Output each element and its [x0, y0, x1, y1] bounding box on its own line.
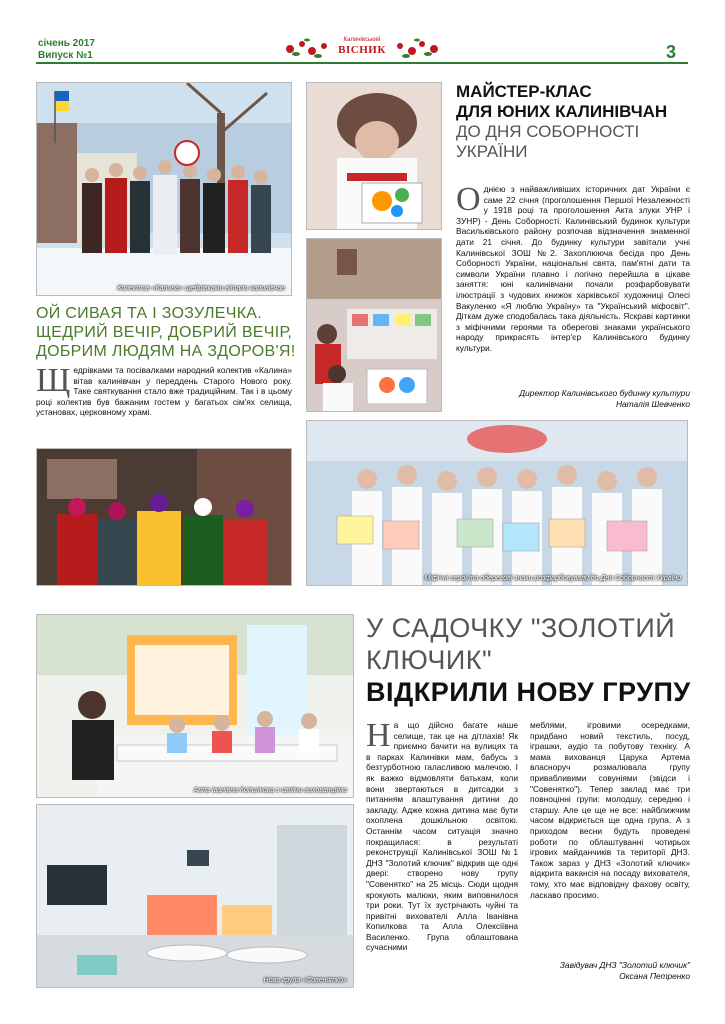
masthead	[282, 36, 442, 62]
masthead-small: Калинівський	[343, 37, 381, 43]
masthead-title	[335, 36, 389, 57]
kids-at-table-image	[307, 239, 442, 412]
article-text: днією з найважливіших історичних дат України є саме 22 січня (проголошення Першої Незалежності у 1918 році та проголошення Акта злуки УНР і ЗУНР) - День Соборності. Калинівський будинок культури Васильківського району розпочав відзначення знаменної дати 21 січня. До будинку культури завітали учні Калинівської ЗОШ №2. Захоплююча бесіда про День Соборності України, національні свята, пам'ятні дати та символи України плавно і логічно перейшла в цікаве заняття: юні калинівчани почали розфарбовувати ілюстрації з чудових книжок харківської художниці Олесі Вакуленко «Я люблю Україну» та "Український міфосвіт". Діткам дуже сподобалась така діяльність. Яскраві картинки з міфічними героями та оберегові знаками українського народу прикрасять інтер'єр Калинівського будинку культури.	[456, 184, 690, 353]
signature-name: Оксана Петренко	[619, 970, 690, 981]
page-number: 3	[666, 42, 677, 62]
photo-caption: Колектив «Калина» щедрівками вітали калинівчан	[117, 285, 285, 292]
photo-girl-coloring	[306, 82, 442, 230]
dropcap: О	[456, 181, 481, 218]
photo-carolers-indoor	[36, 448, 292, 586]
title-grey: КЛЮЧИК"	[366, 645, 493, 675]
heading-line: ЩЕДРИЙ ВЕЧІР, ДОБРИЙ ВЕЧІР,	[36, 324, 293, 341]
indoor-group-image	[37, 449, 292, 586]
dropcap: Щ	[36, 362, 71, 399]
photo-teacher-children	[36, 614, 354, 798]
dropcap: Н	[366, 717, 391, 754]
article2-body	[456, 181, 690, 354]
title-bold: ВІДКРИЛИ НОВУ ГРУПУ	[366, 677, 691, 707]
photo-new-group	[36, 804, 354, 988]
heading-line: ДОБРИМ ЛЮДЯМ НА ЗДОРОВ'Я!	[36, 343, 296, 360]
header-date-issue	[38, 38, 95, 62]
header-date: січень 2017	[38, 38, 95, 49]
signature-name: Наталія Шевченко	[615, 398, 690, 409]
header-rule	[36, 62, 688, 64]
article3-col2	[530, 720, 690, 900]
header-issue: Випуск №1	[38, 50, 93, 61]
title-grey: ДО ДНЯ СОБОРНОСТІ	[456, 122, 640, 141]
new-classroom-image	[37, 805, 354, 988]
photo-caption: Алла Іванівна Копилкова з своїми вихованцями	[193, 787, 347, 794]
article-text: едрівками та посівалками народний колектив «Калина» вітав калинівчан у переддень Старого Нового року. Таке святкування стало вже традиційним. Так і в цьому році колектив був бажаним гостем у багатьох сім'ях селища, установах, церковному храмі.	[36, 365, 292, 418]
article1-body	[36, 362, 292, 418]
photo-carolers-outdoor	[36, 82, 292, 296]
article2-signature	[456, 388, 690, 409]
title-bold: ДЛЯ ЮНИХ КАЛИНІВЧАН	[456, 102, 668, 121]
article-text: а що дійсно багате наше селище, так це на дітлахів! Як приємно бачити на вулицях та в парках Калинівки мам, бабусь з безтурботною галасливою малечою. І як важко відмовляти батькам, коли вони звертаються в дитсадки з питанням влаштування дитини до закладу. Адже кожна дитина має бути охоплена дошкільною освітою. Останнім часом ситуація значно покращилася: в результаті реконструкції Калинівської ЗОШ №1 ДНЗ "Золотий ключик" відкрив ще одні двері: створено нову групу "Совенятко" на 25 місць. Сюди щодня крокують малюки, яким виповнилося три роки. Тут їх зустрічають чуйні та привітні вихователі Алла Іванівна Копилкова та Алла Олексіївна Василенко. Група облаштована сучасними	[366, 720, 518, 953]
photo-kids-table	[306, 238, 442, 412]
article2-title	[456, 82, 692, 162]
article-text: меблями, ігровими осередками, придбано новий текстиль, посуд, іграшки, аудіо та побутову техніку. А мама вихованця Царука Артема власноруч розмалювала групу привабливими совуніями (звідси і "Совенятко"). Тепер заклад має три повноцінні групи: молодшу, середню і старшу. Але це ще не все: найближчим часом відкриється ще одна група. А з приходом весни будуть проведені роботи по облаштуванні чотирьох ігрових майданчиків та території ДНЗ. Також зараз у ДНЗ «Золотий ключик» відкрита вакансія на посаду вихователя, тому, хто має відповідну фахову освіту, ласкаво просимо.	[530, 720, 690, 900]
signature-role: Завідувач ДНЗ "Золотий ключик"	[559, 960, 690, 970]
girl-coloring-image	[307, 83, 442, 230]
classroom-children-image	[37, 615, 354, 798]
photo-girls-drawings	[306, 420, 688, 586]
title-bold: МАЙСТЕР-КЛАС	[456, 82, 592, 101]
article3-title	[366, 612, 691, 708]
heading-line: ОЙ СИВАЯ ТА І ЗОЗУЛЕЧКА.	[36, 305, 263, 322]
photo-caption: Міфічні герої та обереговї знаки розфарбовували до Дня Соборності України	[424, 575, 681, 582]
winter-scene-image	[37, 83, 292, 296]
article3-signature	[530, 960, 690, 981]
article3-col1	[366, 717, 518, 953]
signature-role: Директор Калинівського будинку культури	[519, 388, 690, 398]
article1-heading	[36, 304, 296, 361]
girls-with-drawings-image	[307, 421, 688, 586]
title-grey: УКРАЇНИ	[456, 142, 528, 161]
title-grey: У САДОЧКУ "ЗОЛОТИЙ	[366, 613, 676, 643]
photo-caption: Нова група «Совенятко»	[263, 977, 347, 984]
masthead-big: ВІСНИК	[338, 44, 386, 56]
